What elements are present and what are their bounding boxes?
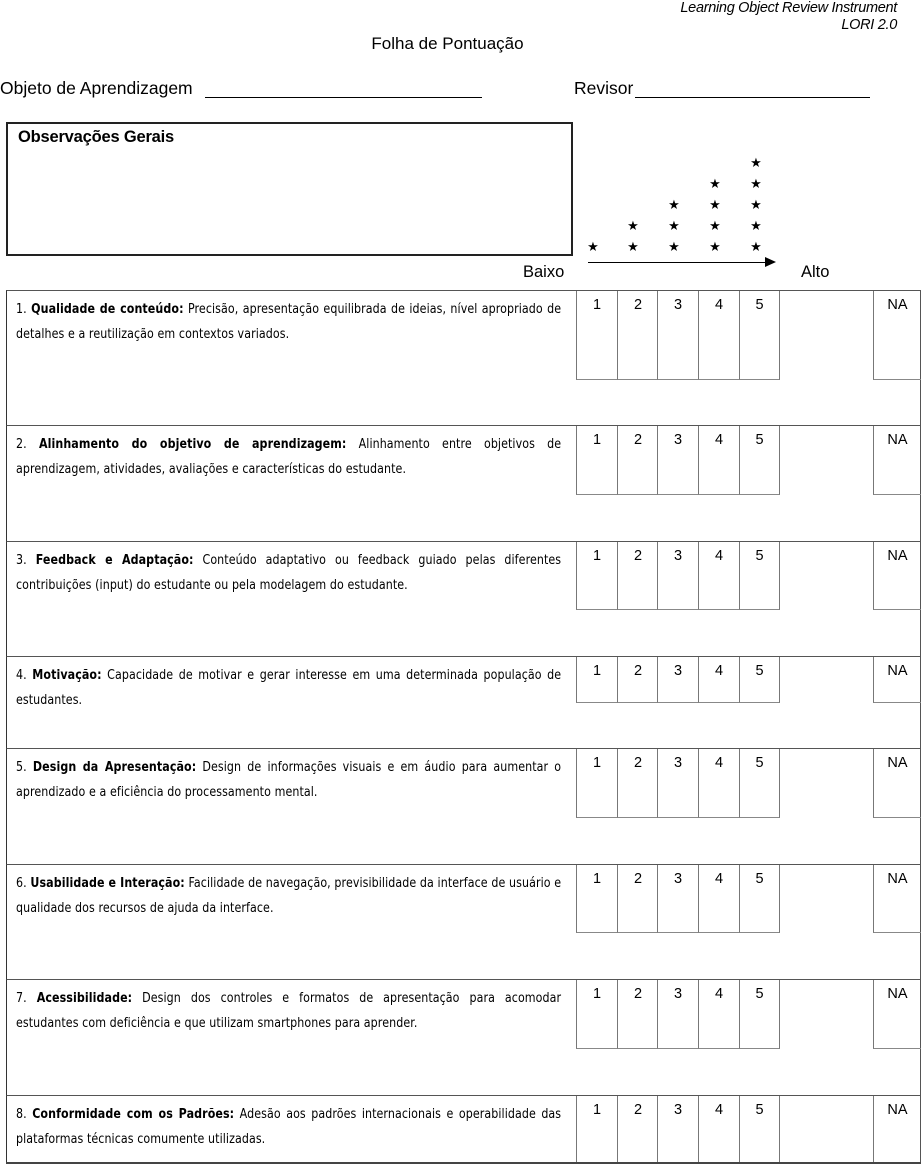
- criterion-text: [16, 432, 561, 482]
- star-icon: ★: [668, 197, 680, 212]
- score-option-2[interactable]: 2: [617, 980, 658, 1049]
- criterion-row: [6, 1095, 921, 1163]
- star-icon: ★: [750, 197, 762, 212]
- star-icon: ★: [750, 176, 762, 191]
- star-icon: ★: [709, 218, 721, 233]
- score-option-5[interactable]: 5: [739, 749, 780, 818]
- criterion-text: [16, 1102, 561, 1152]
- score-option-3[interactable]: 3: [657, 542, 698, 610]
- score-option-1[interactable]: 1: [576, 749, 617, 818]
- arrow-right-icon: [765, 257, 776, 267]
- score-option-1[interactable]: 1: [576, 980, 617, 1049]
- score-option-4[interactable]: 4: [698, 291, 739, 380]
- criterion-row: [6, 748, 921, 864]
- score-option-2[interactable]: 2: [617, 749, 658, 818]
- score-option-5[interactable]: 5: [739, 1096, 780, 1164]
- instrument-version: LORI 2.0: [841, 17, 897, 33]
- criterion-name: Usabilidade e Interação:: [30, 876, 185, 891]
- score-option-1[interactable]: 1: [576, 542, 617, 610]
- score-option-na[interactable]: NA: [873, 657, 921, 703]
- criterion-number: 6.: [16, 876, 27, 891]
- scale-low-label: Baixo: [523, 263, 565, 281]
- criterion-description: Capacidade de motivar e gerar interesse em uma determinada população de estudantes.: [16, 668, 562, 708]
- criterion-row: [6, 425, 921, 541]
- criterion-description: Alinhamento entre objetivos de aprendizagem, atividades, avaliações e características do estudante.: [16, 437, 562, 477]
- criterion-name: Alinhamento do objetivo de aprendizagem:: [38, 437, 347, 452]
- score-option-4[interactable]: 4: [698, 657, 739, 703]
- criterion-description: Precisão, apresentação equilibrada de ideias, nível apropriado de detalhes e a reutilização em contextos variados.: [16, 302, 562, 342]
- score-option-1[interactable]: 1: [576, 865, 617, 933]
- score-option-5[interactable]: 5: [739, 426, 780, 495]
- star-icon: ★: [709, 176, 721, 191]
- learning-object-input[interactable]: [205, 97, 482, 98]
- score-option-1[interactable]: 1: [576, 291, 617, 380]
- score-option-na[interactable]: NA: [873, 291, 921, 380]
- criterion-row: [6, 979, 921, 1095]
- criterion-number: 2.: [16, 437, 27, 452]
- observations-box[interactable]: [6, 122, 573, 256]
- criterion-number: 5.: [16, 760, 27, 775]
- score-option-3[interactable]: 3: [657, 1096, 698, 1164]
- star-icon: ★: [750, 239, 762, 254]
- score-option-5[interactable]: 5: [739, 657, 780, 703]
- score-option-2[interactable]: 2: [617, 291, 658, 380]
- score-option-3[interactable]: 3: [657, 426, 698, 495]
- criterion-number: 1.: [16, 302, 27, 317]
- instrument-header: [680, 0, 897, 34]
- criterion-text: [16, 663, 561, 713]
- score-option-2[interactable]: 2: [617, 657, 658, 703]
- reviewer-input[interactable]: [635, 97, 870, 98]
- score-option-4[interactable]: 4: [698, 1096, 739, 1164]
- score-option-4[interactable]: 4: [698, 865, 739, 933]
- star-icon: ★: [627, 239, 639, 254]
- criterion-number: 4.: [16, 668, 27, 683]
- criterion-text: [16, 548, 561, 598]
- score-option-na[interactable]: NA: [873, 426, 921, 495]
- star-icon: ★: [587, 239, 599, 254]
- score-option-na[interactable]: NA: [873, 749, 921, 818]
- criterion-description: Facilidade de navegação, previsibilidade da interface de usuário e qualidade dos recursos de ajuda da interface.: [16, 876, 562, 916]
- star-icon: ★: [709, 239, 721, 254]
- score-option-4[interactable]: 4: [698, 980, 739, 1049]
- star-icon: ★: [627, 218, 639, 233]
- score-option-5[interactable]: 5: [739, 542, 780, 610]
- reviewer-label: Revisor: [574, 78, 634, 98]
- score-option-2[interactable]: 2: [617, 865, 658, 933]
- criterion-description: Adesão aos padrões internacionais e operabilidade das plataformas técnicas comumente utilizadas.: [16, 1107, 562, 1147]
- score-option-2[interactable]: 2: [617, 426, 658, 495]
- score-option-5[interactable]: 5: [739, 865, 780, 933]
- criterion-description: Design dos controles e formatos de apresentação para acomodar estudantes com deficiência e que utilizam smartphones para aprender.: [16, 991, 562, 1031]
- observations-title: Observações Gerais: [18, 128, 175, 146]
- criterion-text: [16, 297, 561, 347]
- star-icon: ★: [668, 218, 680, 233]
- criterion-text: [16, 986, 561, 1036]
- scale-high-label: Alto: [801, 263, 830, 281]
- star-icon: ★: [668, 239, 680, 254]
- page-title: Folha de Pontuação: [371, 34, 524, 53]
- score-option-na[interactable]: NA: [873, 980, 921, 1049]
- score-option-4[interactable]: 4: [698, 426, 739, 495]
- score-option-1[interactable]: 1: [576, 1096, 617, 1164]
- score-option-na[interactable]: NA: [873, 1096, 921, 1164]
- score-option-4[interactable]: 4: [698, 749, 739, 818]
- criterion-row: [6, 656, 921, 748]
- score-option-na[interactable]: NA: [873, 865, 921, 933]
- criterion-row: [6, 864, 921, 979]
- star-icon: ★: [709, 197, 721, 212]
- score-option-1[interactable]: 1: [576, 657, 617, 703]
- criterion-name: Feedback e Adaptação:: [35, 553, 194, 568]
- table-bottom-border: [6, 1162, 921, 1164]
- criterion-description: Design de informações visuais e em áudio para aumentar o aprendizado e a eficiência do processamento mental.: [16, 760, 562, 800]
- learning-object-label: Objeto de Aprendizagem: [0, 78, 193, 98]
- score-option-3[interactable]: 3: [657, 291, 698, 380]
- criterion-row: [6, 290, 921, 425]
- score-option-4[interactable]: 4: [698, 542, 739, 610]
- score-option-na[interactable]: NA: [873, 542, 921, 610]
- criterion-name: Design da Apresentação:: [32, 760, 197, 775]
- score-option-3[interactable]: 3: [657, 865, 698, 933]
- star-icon: ★: [750, 218, 762, 233]
- criterion-number: 8.: [16, 1107, 27, 1122]
- score-option-5[interactable]: 5: [739, 291, 780, 380]
- star-icon: ★: [750, 155, 762, 170]
- criterion-row: [6, 541, 921, 656]
- score-option-5[interactable]: 5: [739, 980, 780, 1049]
- score-option-2[interactable]: 2: [617, 542, 658, 610]
- criterion-name: Motivação:: [32, 668, 102, 683]
- criterion-text: [16, 755, 561, 805]
- criterion-name: Conformidade com os Padrões:: [32, 1107, 235, 1122]
- criterion-number: 3.: [16, 553, 27, 568]
- score-option-3[interactable]: 3: [657, 749, 698, 818]
- criterion-name: Qualidade de conteúdo:: [31, 302, 184, 317]
- scale-arrow-line: [588, 262, 766, 263]
- score-option-1[interactable]: 1: [576, 426, 617, 495]
- criterion-name: Acessibilidade:: [36, 991, 133, 1006]
- criterion-text: [16, 871, 561, 921]
- score-option-3[interactable]: 3: [657, 980, 698, 1049]
- observations-input[interactable]: [18, 154, 561, 248]
- instrument-name: Learning Object Review Instrument: [680, 0, 897, 16]
- criterion-number: 7.: [16, 991, 27, 1006]
- score-option-3[interactable]: 3: [657, 657, 698, 703]
- score-option-2[interactable]: 2: [617, 1096, 658, 1164]
- criterion-description: Conteúdo adaptativo ou feedback guiado pelas diferentes contribuições (input) do estudante ou pela modelagem do estudante.: [16, 553, 562, 593]
